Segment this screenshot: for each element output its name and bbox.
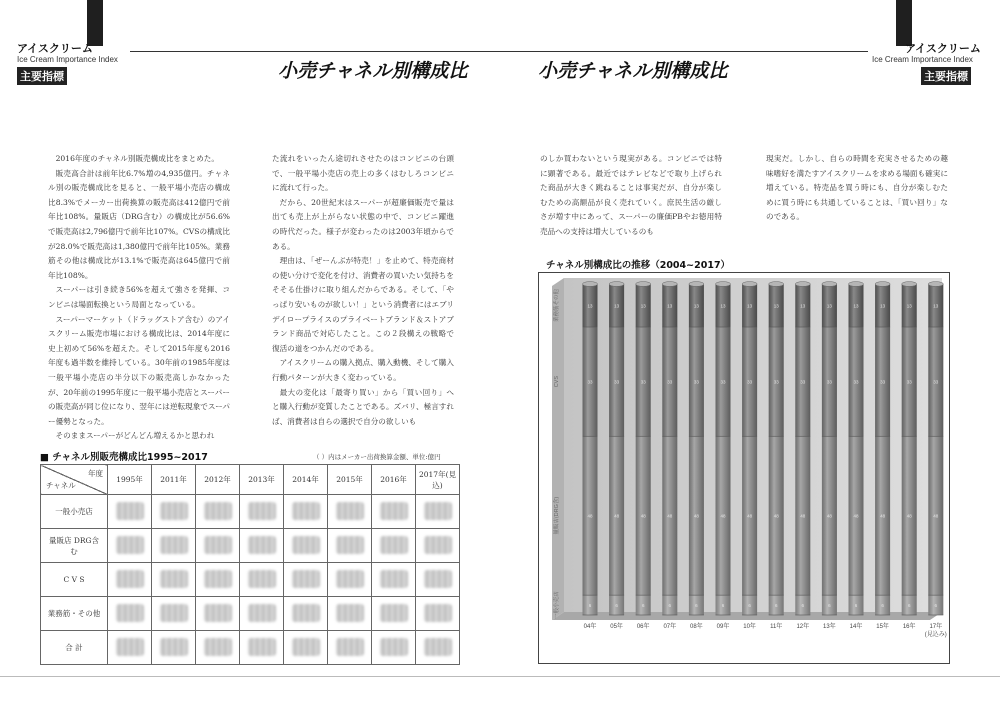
blurred-cell <box>328 597 372 631</box>
bar-segment-value: 13 <box>906 303 912 309</box>
year-header: 2014年 <box>284 465 328 495</box>
bar-cap <box>795 282 810 287</box>
bar-cap <box>769 282 784 287</box>
bar-cap <box>822 282 837 287</box>
bar-column <box>689 282 704 615</box>
paragraph: アイスクリームの購入拠点、購入動機、そして購入行動パターンが大きく変わっている。 <box>272 358 454 382</box>
bar-cap <box>928 282 943 287</box>
blurred-cell <box>108 563 152 597</box>
paragraph: 最大の変化は「最寄り買い」から「買い回り」へと購入行動が変質したことである。ズバリ、極言すれば、消費者は自らの選択で自分の欲しいも <box>272 387 454 426</box>
bar-segment-value: 6 <box>668 603 672 609</box>
series-label: 量販店(DRG含) <box>554 496 560 535</box>
blurred-cell <box>108 597 152 631</box>
bar-segment-value: 33 <box>640 379 646 385</box>
x-tick-label: 10年 <box>743 624 756 630</box>
row-label: 合 計 <box>41 631 108 665</box>
bar-segment-value: 33 <box>773 379 779 385</box>
brand-right: アイスクリーム <box>905 42 981 55</box>
bar-segment-value: 13 <box>800 303 806 309</box>
row-label: C V S <box>41 563 108 597</box>
series-label: 業務筋その他 <box>554 289 560 323</box>
corner-year-label: 年度 <box>88 469 103 478</box>
bar-segment-value: 13 <box>587 303 593 309</box>
bar-cap <box>636 282 651 287</box>
bar-segment-value: 48 <box>640 513 646 519</box>
year-header: 2013年 <box>240 465 284 495</box>
bottom-rule <box>0 676 1000 677</box>
blurred-cell <box>284 597 328 631</box>
bar-segment-value: 6 <box>588 603 592 609</box>
blurred-cell <box>372 597 416 631</box>
bar-segment-value: 48 <box>587 513 593 519</box>
bar-segment-value: 33 <box>800 379 806 385</box>
bar-column <box>822 282 837 615</box>
channel-table <box>40 464 460 665</box>
table-note: （ ）内はメーカー出荷換算金額、単位:億円 <box>313 453 441 461</box>
blurred-cell <box>152 597 196 631</box>
bar-segment-value: 33 <box>587 379 593 385</box>
bar-cap <box>902 282 917 287</box>
bar-segment-value: 6 <box>641 603 645 609</box>
stacked-bar-chart <box>538 272 950 664</box>
x-tick-label: 13年 <box>823 624 836 630</box>
blurred-cell <box>416 529 460 563</box>
bar-column <box>902 282 917 615</box>
bar-column <box>742 282 757 615</box>
bar-segment-value: 6 <box>828 603 831 609</box>
bar-segment-value: 33 <box>667 379 673 385</box>
blurred-cell <box>196 597 240 631</box>
brand-left: アイスクリーム <box>17 42 93 55</box>
blurred-cell <box>328 495 372 529</box>
bar-segment-value: 13 <box>720 303 726 309</box>
bar-segment-value: 48 <box>933 513 939 519</box>
bar-segment-value: 33 <box>720 379 726 385</box>
blurred-cell <box>240 495 284 529</box>
x-tick-label: 12年 <box>796 624 810 630</box>
table-row <box>41 495 460 529</box>
blurred-cell <box>152 563 196 597</box>
bar-column <box>716 282 731 615</box>
year-header: 2012年 <box>196 465 240 495</box>
bar-cap <box>662 282 677 287</box>
bar-segment-value: 48 <box>826 513 832 519</box>
row-label: 業務筋・その他 <box>41 597 108 631</box>
bar-segment-value: 33 <box>933 379 939 385</box>
bar-segment-value: 6 <box>695 603 698 609</box>
bar-column <box>662 282 677 615</box>
blurred-cell <box>108 495 152 529</box>
table-header-row <box>41 465 460 495</box>
subtitle-left: Ice Cream Importance Index <box>17 55 118 64</box>
bar-segment-value: 48 <box>906 513 912 519</box>
bar-segment-value: 48 <box>747 513 753 519</box>
bar-cap <box>609 282 624 287</box>
blurred-cell <box>152 631 196 665</box>
body-column-2 <box>272 152 454 429</box>
bar-segment-value: 6 <box>881 603 884 609</box>
x-tick-label: 11年 <box>770 624 783 630</box>
body-column-4 <box>766 152 948 225</box>
paragraph: た流れをいったん途切れさせたのはコンビニの台頭で、一般平場小売店の売上の多くはむしろコンビニに流れて行った。 <box>272 154 454 193</box>
bar-segment-value: 13 <box>826 303 832 309</box>
blurred-cell <box>196 563 240 597</box>
table-row <box>41 597 460 631</box>
blurred-cell <box>108 631 152 665</box>
bar-segment-value: 33 <box>826 379 832 385</box>
blurred-cell <box>416 495 460 529</box>
x-tick-label: 04年 <box>583 624 597 630</box>
blurred-cell <box>240 563 284 597</box>
subtitle-right: Ice Cream Importance Index <box>872 55 973 64</box>
bar-segment-value: 48 <box>773 513 779 519</box>
bar-column <box>583 282 598 615</box>
blurred-cell <box>328 563 372 597</box>
bar-cap <box>689 282 704 287</box>
bar-segment-value: 6 <box>774 603 778 609</box>
paragraph: のしか買わないという現実がある。コンビニでは特に顕著である。最近ではテレビなどで取り上げられた商品が大きく跳ねることは事実だが、自分が楽しむための高額品が良く売れていく。庶民生活の厳しさが増す中にあって、スーパーの廉価PBやお徳用特売品への支持は増大しているのも <box>540 154 722 236</box>
bar-cap <box>875 282 890 287</box>
year-header: 2016年 <box>372 465 416 495</box>
blurred-cell <box>152 495 196 529</box>
blurred-cell <box>284 529 328 563</box>
bar-segment-value: 6 <box>721 603 725 609</box>
year-header: 2015年 <box>328 465 372 495</box>
bar-segment-value: 13 <box>933 303 939 309</box>
bar-segment-value: 13 <box>880 303 886 309</box>
table-row <box>41 529 460 563</box>
blurred-cell <box>284 631 328 665</box>
paragraph: 現実だ。しかし、自らの時間を充実させるための趣味嗜好を満たすアイスクリームを求める場面も確実に増えている。特売品を買う時にも、自分が楽しむために買う時にも共通していることは、「買い回り」なのである。 <box>766 154 948 222</box>
bar-segment-value: 13 <box>747 303 753 309</box>
bar-segment-value: 6 <box>934 603 938 609</box>
x-tick-label: 08年 <box>690 624 703 630</box>
x-tick-label: 07年 <box>663 624 677 630</box>
x-tick-label: 06年 <box>636 624 650 630</box>
blurred-cell <box>240 597 284 631</box>
row-label: 量販店 DRG含む <box>41 529 108 563</box>
bar-segment-value: 6 <box>801 603 805 609</box>
chart-title: チャネル別構成比の推移（2004~2017） <box>546 260 731 271</box>
bar-cap <box>716 282 731 287</box>
bar-column <box>795 282 810 615</box>
bar-segment-value: 33 <box>693 379 699 385</box>
bar-cap <box>849 282 864 287</box>
page-title-left: 小売チャネル別構成比 <box>278 60 468 82</box>
bar-column <box>849 282 864 615</box>
paragraph: 販売高合計は前年比6.7%増の4,935億円。チャネル別の販売構成比を見ると、一般平場小売店の構成比8.3%でメーカー出荷換算の販売高は412億円で前年比108%。量販店（DRG含む）の構成比が56.6%で販売高は2,796億円で前年比107%。CVSの構成比が28.0%で販売高は1,380億円で前年比105%。業務筋その他は構成比が13.1%で販売高は645億円で前年比108%。 <box>48 168 230 280</box>
bar-segment-value: 6 <box>854 603 858 609</box>
x-tick-label: 09年 <box>716 624 730 630</box>
table-row <box>41 631 460 665</box>
blurred-cell <box>240 529 284 563</box>
blurred-cell <box>240 631 284 665</box>
bar-cap <box>583 282 598 287</box>
x-tick-label: 17年 <box>929 624 943 630</box>
bar-segment-value: 33 <box>906 379 912 385</box>
bar-segment-value: 6 <box>748 603 751 609</box>
blurred-cell <box>284 495 328 529</box>
year-header: 2011年 <box>152 465 196 495</box>
blurred-cell <box>416 563 460 597</box>
bar-segment-value: 48 <box>667 513 673 519</box>
paragraph: 理由は、「ぜーんぶが特売！」を止めて、特売商材の使い分けで変化を付け、消費者の買いたい気持ちをそそる仕掛けに取り組んだからである。そして、「やっぱり安いものが欲しい！」という消費者にはエブリデイロープライスのプライベートブランド＆ストアブランド商品で対応したこと。この２段構えの戦略で復活の道をつかんだのである。 <box>272 256 454 353</box>
table-corner-cell <box>41 465 108 495</box>
table-title: ■ チャネル別販売構成比1995~2017 <box>40 452 208 463</box>
bar-cap <box>742 282 757 287</box>
bar-segment-value: 48 <box>880 513 886 519</box>
blurred-cell <box>152 529 196 563</box>
blurred-cell <box>372 631 416 665</box>
bar-segment-value: 13 <box>773 303 779 309</box>
series-label: 一般小売店 <box>554 591 560 619</box>
bar-segment-value: 48 <box>720 513 726 519</box>
paragraph: だから、20世紀末はスーパーが超廉価販売で量は出ても売上が上がらない状態の中で、コンビニ躍進の時代だった。様子が変わったのは2003年頃からである。 <box>272 197 454 251</box>
bar-segment-value: 48 <box>614 513 620 519</box>
bar-segment-value: 13 <box>853 303 859 309</box>
x-tick-label: 16年 <box>902 624 916 630</box>
bar-column <box>875 282 890 615</box>
x-tick-label: 14年 <box>849 624 863 630</box>
page-title-right: 小売チャネル別構成比 <box>538 60 728 82</box>
bar-segment-value: 48 <box>800 513 806 519</box>
bar-segment-value: 33 <box>853 379 859 385</box>
paragraph: 2016年度のチャネル別販売構成比をまとめた。 <box>55 154 219 163</box>
blurred-cell <box>196 529 240 563</box>
blurred-cell <box>372 563 416 597</box>
paragraph: スーパーは引き続き56%を超えて強さを発揮、コンビニは場面転換という局面となっている。 <box>48 285 230 309</box>
bar-column <box>609 282 624 615</box>
bar-segment-value: 13 <box>693 303 699 309</box>
blurred-cell <box>372 529 416 563</box>
blurred-cell <box>328 529 372 563</box>
bar-segment-value: 33 <box>747 379 753 385</box>
bar-segment-value: 6 <box>615 603 618 609</box>
blurred-cell <box>372 495 416 529</box>
bar-segment-value: 33 <box>880 379 886 385</box>
table-row <box>41 563 460 597</box>
corner-channel-label: チャネル <box>46 481 76 490</box>
row-label: 一般小売店 <box>41 495 108 529</box>
series-label: CVS <box>554 375 560 388</box>
body-column-1 <box>48 152 230 444</box>
badge-right: 主要指標 <box>921 67 971 85</box>
bar-segment-value: 48 <box>693 513 699 519</box>
header-rule <box>130 51 868 52</box>
blurred-cell <box>328 631 372 665</box>
bar-column <box>769 282 784 615</box>
blurred-cell <box>196 631 240 665</box>
blurred-cell <box>284 563 328 597</box>
bar-segment-value: 6 <box>907 603 911 609</box>
blurred-cell <box>108 529 152 563</box>
x-tick-label: 05年 <box>610 624 623 630</box>
year-header: 2017年(見込) <box>416 465 460 495</box>
x-tick-label-sub: (見込み) <box>924 632 947 638</box>
paragraph: そのままスーパーがどんどん増えるかと思われ <box>55 431 215 441</box>
x-tick-label: 15年 <box>876 624 889 630</box>
body-column-3 <box>540 152 722 240</box>
blurred-cell <box>416 597 460 631</box>
bar-segment-value: 13 <box>640 303 646 309</box>
year-header: 1995年 <box>108 465 152 495</box>
blurred-cell <box>416 631 460 665</box>
bar-segment-value: 33 <box>614 379 620 385</box>
chart-side-wall <box>552 278 564 620</box>
paragraph: スーパーマーケット（ドラッグストア含む）のアイスクリーム販売市場における構成比は、2014年度に史上初めて56%を超えた。そして2015年度も2016年度も過半数を維持している。30年前の1985年度は一般平場小売店の半分以下の販売高しかなかったが、20年前の1995年度に一般平場小売店とスーパーの販売高が同じ位になり、翌年には逆転現象でスーパー優勢となった。 <box>48 314 230 426</box>
bar-segment-value: 48 <box>853 513 859 519</box>
bar-column <box>636 282 651 615</box>
bar-column <box>928 282 943 615</box>
bar-segment-value: 13 <box>667 303 673 309</box>
badge-left: 主要指標 <box>17 67 67 85</box>
bar-segment-value: 13 <box>614 303 620 309</box>
blurred-cell <box>196 495 240 529</box>
